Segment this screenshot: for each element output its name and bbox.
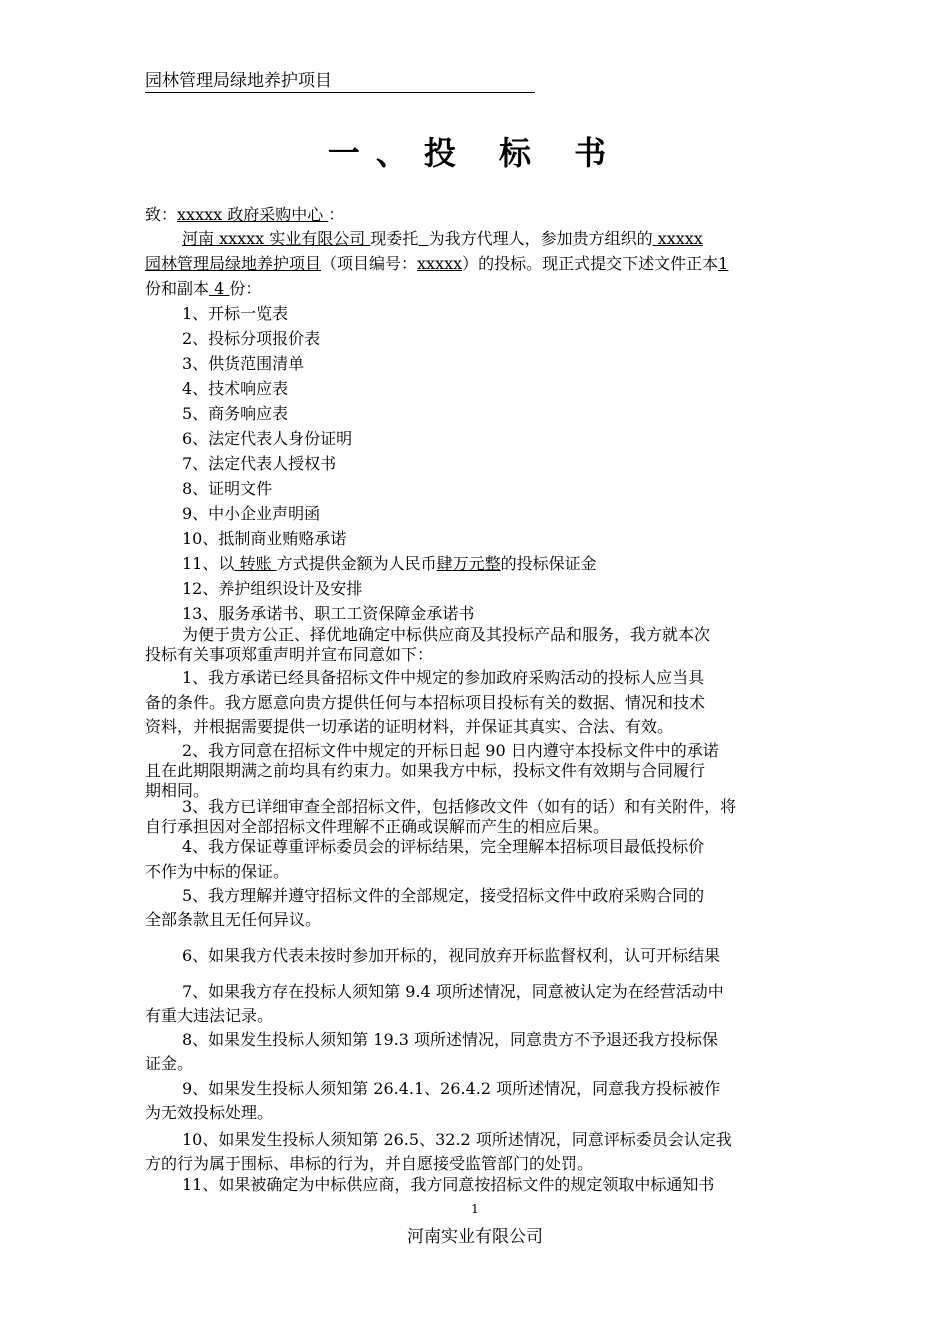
salutation: 致：xxxxx 政府采购中心 ： (145, 205, 345, 224)
list-item: 12、养护组织设计及安排 (182, 579, 363, 598)
paragraph-line: 9、如果发生投标人须知第 26.4.1、26.4.2 项所述情况，同意我方投标被作 (182, 1079, 721, 1098)
paragraph-line: 有重大违法记录。 (145, 1006, 274, 1025)
list-item: 10、抵制商业贿赂承诺 (182, 529, 347, 548)
paragraph-line: 为便于贵方公正、择优地确定中标供应商及其投标产品和服务，我方就本次 (182, 625, 711, 644)
paragraph-line: 投标有关事项郑重声明并宣布同意如下： (145, 645, 434, 664)
list-item: 8、证明文件 (182, 479, 273, 498)
paragraph-line: 且在此期限期满之前均具有约束力。如果我方中标，投标文件有效期与合同履行 (145, 761, 706, 780)
paragraph-line: 不作为中标的保证。 (145, 862, 290, 881)
paragraph-line: 全部条款且无任何异议。 (145, 910, 322, 929)
list-item: 1、开标一览表 (182, 304, 289, 323)
list-item: 9、中小企业声明函 (182, 504, 321, 523)
paragraph-line: 2、我方同意在招标文件中规定的开标日起 90 日内遵守本投标文件中的承诺 (182, 741, 719, 760)
list-item: 2、投标分项报价表 (182, 329, 321, 348)
paragraph-line: 期相同。 (145, 781, 210, 800)
paragraph-line: 5、我方理解并遵守招标文件的全部规定，接受招标文件中政府采购合同的 (182, 886, 705, 905)
paragraph-line: 3、我方已详细审查全部招标文件，包括修改文件（如有的话）和有关附件，将 (182, 797, 737, 816)
paragraph-line: 6、如果我方代表未按时参加开标的，视同放弃开标监督权利，认可开标结果 (182, 946, 721, 965)
paragraph-line: 11、如果被确定为中标供应商，我方同意按招标文件的规定领取中标通知书 (182, 1175, 715, 1194)
intro-line-1: 河南 xxxxx 实业有限公司 现委托 为我方代理人，参加贵方组织的 xxxxx (182, 229, 703, 248)
paragraph-line: 1、我方承诺已经具备招标文件中规定的参加政府采购活动的投标人应当具 (182, 668, 705, 687)
list-item: 3、供货范围清单 (182, 354, 305, 373)
list-item: 5、商务响应表 (182, 404, 289, 423)
list-item: 7、法定代表人授权书 (182, 454, 337, 473)
document-title: 一、投 标 书 (327, 134, 623, 172)
list-item: 13、服务承诺书、职工工资保障金承诺书 (182, 604, 475, 623)
intro-line-2: 园林管理局绿地养护项目（项目编号：xxxxx）的投标。现正式提交下述文件正本1 (145, 254, 729, 273)
paragraph-line: 8、如果发生投标人须知第 19.3 项所述情况，同意贵方不予退还我方投标保 (182, 1030, 718, 1049)
list-item: 6、法定代表人身份证明 (182, 429, 353, 448)
recipient: xxxxx 政府采购中心 (177, 205, 329, 224)
paragraph-line: 资料，并根据需要提供一切承诺的证明材料，并保证其真实、合法、有效。 (145, 717, 674, 736)
list-item-guarantee: 11、以 转账 方式提供金额为人民币肆万元整的投标保证金 (182, 554, 597, 573)
list-item: 4、技术响应表 (182, 379, 289, 398)
page-footer: 河南实业有限公司 (407, 1227, 543, 1247)
page-header: 园林管理局绿地养护项目 (145, 70, 535, 93)
paragraph-line: 4、我方保证尊重评标委员会的评标结果，完全理解本招标项目最低投标价 (182, 837, 705, 856)
paragraph-line: 为无效投标处理。 (145, 1103, 274, 1122)
paragraph-line: 备的条件。我方愿意向贵方提供任何与本招标项目投标有关的数据、情况和技术 (145, 693, 706, 712)
page-number: 1 (471, 1202, 479, 1216)
intro-line-3: 份和副本 4 份： (145, 279, 262, 298)
paragraph-line: 方的行为属于围标、串标的行为，并自愿接受监管部门的处罚。 (145, 1154, 594, 1173)
paragraph-line: 自行承担因对全部招标文件理解不正确或误解而产生的相应后果。 (145, 817, 610, 836)
paragraph-line: 10、如果发生投标人须知第 26.5、32.2 项所述情况，同意评标委员会认定我 (182, 1130, 732, 1149)
paragraph-line: 证金。 (145, 1054, 194, 1073)
paragraph-line: 7、如果我方存在投标人须知第 9.4 项所述情况，同意被认定为在经营活动中 (182, 982, 724, 1001)
